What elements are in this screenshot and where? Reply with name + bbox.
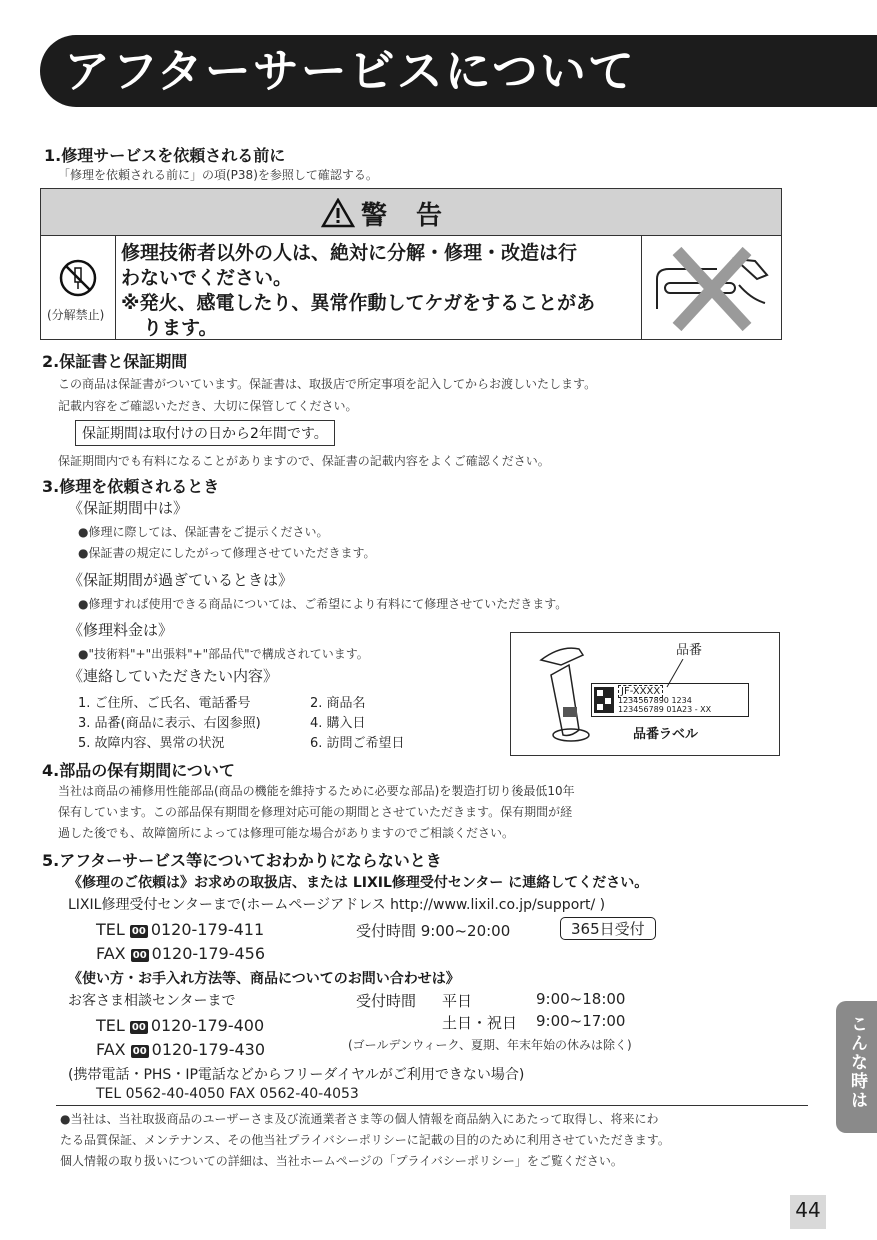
tel-label: TEL (96, 1016, 125, 1035)
fax-row (96, 944, 265, 963)
warning-line-1: 修理技術者以外の人は、絶対に分解・修理・改造は行 (121, 242, 578, 264)
privacy-line-1: ●当社は、当社取扱商品のユーザーさま及び流通業者さま等の個人情報を商品納入にあたって取得し、将来にわ (60, 1112, 659, 1126)
barcode-icon (594, 687, 614, 713)
warning-text (121, 241, 641, 341)
freedial-icon: 00 (131, 926, 146, 937)
alt-phone-line: TEL 0562-40-4050 FAX 0562-40-4053 (96, 1086, 359, 1102)
weekday-label: 平日 (442, 992, 473, 1010)
warranty-period-box: 保証期間は取付けの日から2年間です。 (75, 420, 335, 446)
freedial-icon: 00 (132, 950, 147, 961)
warning-header (41, 189, 781, 236)
label-code: JF-XXXX (618, 685, 663, 698)
privacy-divider (56, 1105, 808, 1106)
section-2-line-2: 記載内容をご確認いただき、大切に保管してください。 (58, 399, 358, 413)
tel-row (96, 920, 264, 939)
section-4-line-3: 過した後でも、故障箇所によっては修理可能な場合がありますのでご相談ください。 (58, 826, 515, 840)
wrench-prohibited-icon (647, 239, 777, 335)
sub-repair-request: 《修理のご依頼は》お求めの取扱店、または LIXIL修理受付センター に連絡してください。 (68, 875, 649, 891)
bullet-3: ●修理すれば使用できる商品については、ご希望により有料にて修理させていただきます。 (78, 597, 568, 611)
warning-box (40, 188, 782, 340)
tel2-number: 0120-179-400 (150, 1016, 265, 1035)
contact-item: 6. 訪問ご希望日 (310, 736, 405, 751)
tel2-row (96, 1016, 264, 1035)
sub-contact: 《連絡していただきたい内容》 (68, 667, 279, 685)
fax-number: 0120-179-456 (151, 944, 265, 963)
mobile-note: (携帯電話・PHS・IP電話などからフリーダイヤルがご利用できない場合) (68, 1067, 525, 1083)
tel-label: TEL (96, 920, 125, 939)
bullet-2: ●保証書の規定にしたがって修理させていただきます。 (78, 546, 376, 560)
product-label-figure (510, 632, 780, 756)
bullet-1: ●修理に際しては、保証書をご提示ください。 (78, 525, 329, 539)
warning-title: 警 告 (361, 201, 453, 231)
warning-triangle-icon (321, 198, 355, 228)
faucet-illustration (521, 635, 601, 753)
section-2-line-3: 保証期間内でも有料になることがありますので、保証書の記載内容をよくご確認ください。 (58, 454, 550, 468)
section-2-heading: 2.保証書と保証期間 (42, 352, 188, 371)
lixil-center-line: LIXIL修理受付センターまで(ホームページアドレス http://www.lixil.co.jp/support/ ) (68, 897, 606, 913)
label-plate (591, 683, 749, 717)
fax2-number: 0120-179-430 (151, 1040, 265, 1059)
sub-inquiry: 《使い方・お手入れ方法等、商品についてのお問い合わせは》 (68, 971, 460, 987)
freedial-icon: 00 (131, 1022, 146, 1033)
weekend-time: 9:00~17:00 (536, 1012, 626, 1030)
section-tab-label: こんな時は (847, 1015, 867, 1110)
sub-warranty-in: 《保証期間中は》 (68, 499, 189, 517)
figure-label-top: 品番 (676, 643, 703, 658)
contact-item: 5. 故障内容、異常の状況 (78, 736, 225, 751)
section-4-heading: 4.部品の保有期間について (42, 761, 235, 780)
tel-number: 0120-179-411 (150, 920, 265, 939)
reception-hours: 受付時間 9:00~20:00 (356, 922, 511, 940)
contact-item: 4. 購入日 (310, 716, 366, 731)
section-3-heading: 3.修理を依頼されるとき (42, 477, 220, 496)
prohibit-label: (分解禁止) (47, 308, 105, 322)
warning-line-4: ります。 (143, 317, 218, 339)
no-disassembly-icon (58, 258, 98, 298)
weekday-time: 9:00~18:00 (536, 990, 626, 1008)
warning-line-3: ※発火、感電したり、異常作動してケガをすることがあ (121, 292, 596, 314)
sub-repair-fee: 《修理料金は》 (68, 621, 174, 639)
illustration-cell (641, 236, 782, 339)
section-2-line-1: この商品は保証書がついています。保証書は、取扱店で所定事項を記入してからお渡しいたします。 (58, 377, 597, 391)
figure-caption: 品番ラベル (633, 727, 699, 742)
weekend-label: 土日・祝日 (442, 1014, 518, 1032)
privacy-line-2: たる品質保証、メンテナンス、その他当社プライバシーポリシーに記載の目的のために利用させていただきます。 (60, 1133, 670, 1147)
freedial-icon: 00 (132, 1046, 147, 1057)
contact-item: 1. ご住所、ご氏名、電話番号 (78, 696, 251, 711)
365-badge: 365日受付 (560, 917, 656, 940)
warning-line-2: わないでください。 (121, 267, 293, 289)
bullet-4: ●"技術料"+"出張料"+"部品代"で構成されています。 (78, 647, 369, 661)
page-number: 44 (795, 1198, 821, 1222)
consult-center: お客さま相談センターまで (68, 993, 236, 1009)
fax-label: FAX (96, 1040, 126, 1059)
holiday-note: (ゴールデンウィーク、夏期、年末年始の休みは除く) (348, 1038, 632, 1052)
hours2-label: 受付時間 (356, 992, 417, 1010)
contact-item: 2. 商品名 (310, 696, 366, 711)
fax2-row (96, 1040, 265, 1059)
label-serial-2: 123456789 01A23 - XX (618, 705, 712, 714)
section-1-text: 「修理を依頼される前に」の項(P38)を参照して確認する。 (58, 168, 378, 182)
fax-label: FAX (96, 944, 126, 963)
label-serial-1: 1234567890 1234 (618, 696, 692, 705)
section-4-line-1: 当社は商品の補修用性能部品(商品の機能を維持するために必要な部品)を製造打切り後最低10年 (58, 784, 575, 798)
section-1-heading: 1.修理サービスを依頼される前に (44, 146, 286, 165)
sub-warranty-out: 《保証期間が過ぎているときは》 (68, 571, 294, 589)
page-title: アフターサービスについて (64, 44, 636, 98)
section-5-heading: 5.アフターサービス等についておわかりにならないとき (42, 851, 442, 870)
contact-item: 3. 品番(商品に表示、右図参照) (78, 716, 261, 731)
section-4-line-2: 保有しています。この部品保有期間を修理対応可能の期間とさせていただきます。保有期間が経 (58, 805, 573, 819)
section-tab[interactable] (836, 1001, 877, 1133)
prohibit-cell (41, 236, 116, 339)
privacy-line-3: 個人情報の取り扱いについての詳細は、当社ホームページの「プライバシーポリシー」をご覧ください。 (60, 1154, 623, 1168)
